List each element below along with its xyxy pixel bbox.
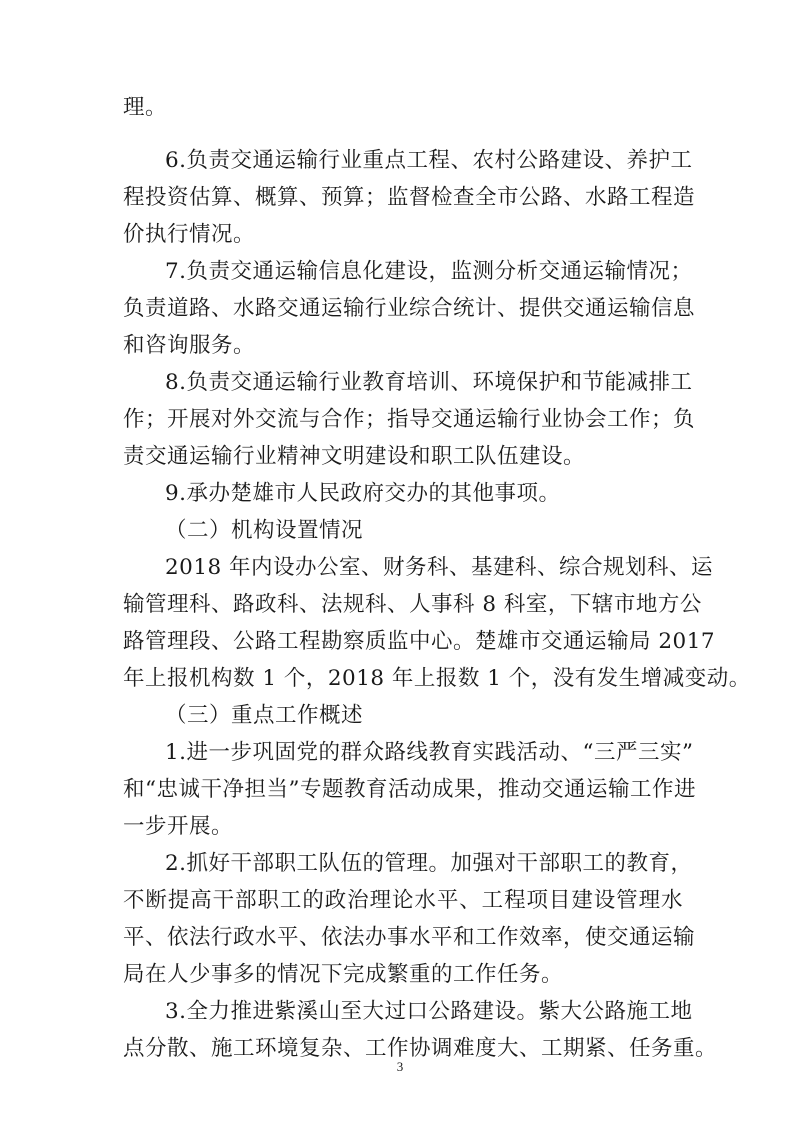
- paragraph-line: 负责道路、水路交通运输行业综合统计、提供交通运输信息: [123, 296, 696, 321]
- paragraph-line: 程投资估算、概算、预算；监督检查全市公路、水路工程造: [123, 185, 696, 210]
- paragraph-line: 点分散、施工环境复杂、工作协调难度大、工期紧、任务重。: [123, 1036, 718, 1061]
- paragraph-line: 一步开展。: [123, 814, 234, 839]
- section-heading: （二）机构设置情况: [165, 518, 364, 543]
- paragraph-line: 局在人少事多的情况下完成繁重的工作任务。: [123, 962, 564, 987]
- paragraph-line: 平、依法行政水平、依法办事水平和工作效率，使交通运输: [123, 925, 696, 950]
- paragraph-line: 价执行情况。: [123, 222, 256, 247]
- paragraph-line: 7.负责交通运输信息化建设，监测分析交通运输情况；: [165, 259, 693, 284]
- paragraph-line: 3.全力推进紫溪山至大过口公路建设。紫大公路施工地: [165, 999, 693, 1024]
- paragraph-line: 理。: [123, 95, 168, 120]
- paragraph-line: 2.抓好干部职工队伍的管理。加强对干部职工的教育，: [165, 851, 693, 876]
- section-heading: （三）重点工作概述: [165, 703, 364, 728]
- paragraph-line: 8.负责交通运输行业教育培训、环境保护和节能减排工: [165, 370, 693, 395]
- paragraph-line: 和“忠诚干净担当”专题教育活动成果，推动交通运输工作进: [123, 777, 696, 802]
- paragraph-line: 作；开展对外交流与合作；指导交通运输行业协会工作；负: [123, 407, 696, 432]
- paragraph-line: 6.负责交通运输行业重点工程、农村公路建设、养护工: [165, 148, 693, 173]
- paragraph-line: 和咨询服务。: [123, 333, 256, 358]
- paragraph-line: 不断提高干部职工的政治理论水平、工程项目建设管理水: [123, 888, 683, 913]
- paragraph-line: 年上报机构数 1 个，2018 年上报数 1 个，没有发生增减变动。: [123, 666, 751, 691]
- paragraph-line: 路管理段、公路工程勘察质监中心。楚雄市交通运输局 2017: [123, 629, 716, 654]
- page-number: 3: [396, 1059, 404, 1074]
- paragraph-line: 输管理科、路政科、法规科、人事科 8 科室，下辖市地方公: [123, 592, 702, 617]
- paragraph-line: 责交通运输行业精神文明建设和职工队伍建设。: [123, 444, 586, 469]
- paragraph-line: 9.承办楚雄市人民政府交办的其他事项。: [165, 481, 561, 506]
- paragraph-line: 2018 年内设办公室、财务科、基建科、综合规划科、运: [165, 555, 714, 580]
- paragraph-line: 1.进一步巩固党的群众路线教育实践活动、“三严三实”: [165, 740, 694, 765]
